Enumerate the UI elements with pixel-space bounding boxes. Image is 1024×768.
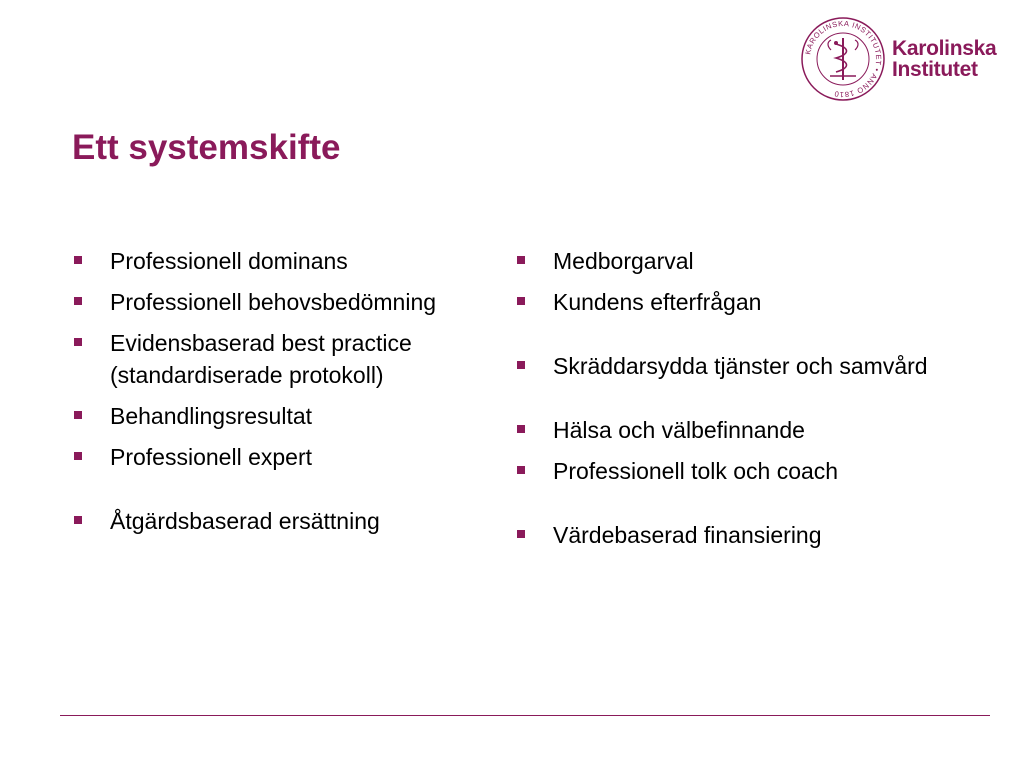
bullet-text: Professionell dominans [110,248,348,274]
list-item [515,455,935,487]
list-item [72,400,472,432]
list-item [72,505,472,537]
wordmark-line2: Institutet [892,58,978,81]
bullet-text: Behandlingsresultat [110,403,313,429]
karolinska-wordmark [892,38,996,80]
slide-title: Ett systemskifte [72,128,341,167]
list-item [72,327,472,391]
list-item [515,245,935,277]
bullet-text: Hälsa och välbefinnande [553,417,805,443]
square-bullet-icon [517,530,525,538]
karolinska-logo [800,16,1010,102]
footer-divider [60,715,990,716]
bullet-text: Professionell tolk och coach [553,458,839,484]
square-bullet-icon [517,361,525,369]
bullet-text: Professionell behovsbedömning [110,289,437,315]
square-bullet-icon [517,256,525,264]
left-bullet-list [72,245,472,546]
bullet-text: Professionell expert [110,444,312,470]
wordmark-line1: Karolinska [892,37,997,60]
bullet-text: Evidensbaserad best practice (standardiserade protokoll) [110,330,412,388]
square-bullet-icon [74,338,82,346]
square-bullet-icon [74,297,82,305]
square-bullet-icon [517,425,525,433]
square-bullet-icon [74,411,82,419]
square-bullet-icon [517,297,525,305]
list-item [515,519,935,551]
list-item [515,414,935,446]
right-bullet-list [515,245,935,560]
list-item [515,286,935,318]
list-item [72,245,472,277]
seal-text: KAROLINSKA INSTITUTET • ANNO 1810 [803,18,884,100]
bullet-text: Åtgärdsbaserad ersättning [110,508,380,534]
list-item [515,350,935,382]
square-bullet-icon [74,516,82,524]
bullet-text: Skräddarsydda tjänster och samvård [553,353,928,379]
square-bullet-icon [74,256,82,264]
bullet-text: Medborgarval [553,248,694,274]
square-bullet-icon [517,466,525,474]
list-item [72,441,472,473]
bullet-text: Värdebaserad finansiering [553,522,822,548]
karolinska-seal-icon [800,16,886,102]
square-bullet-icon [74,452,82,460]
bullet-text: Kundens efterfrågan [553,289,762,315]
list-item [72,286,472,318]
